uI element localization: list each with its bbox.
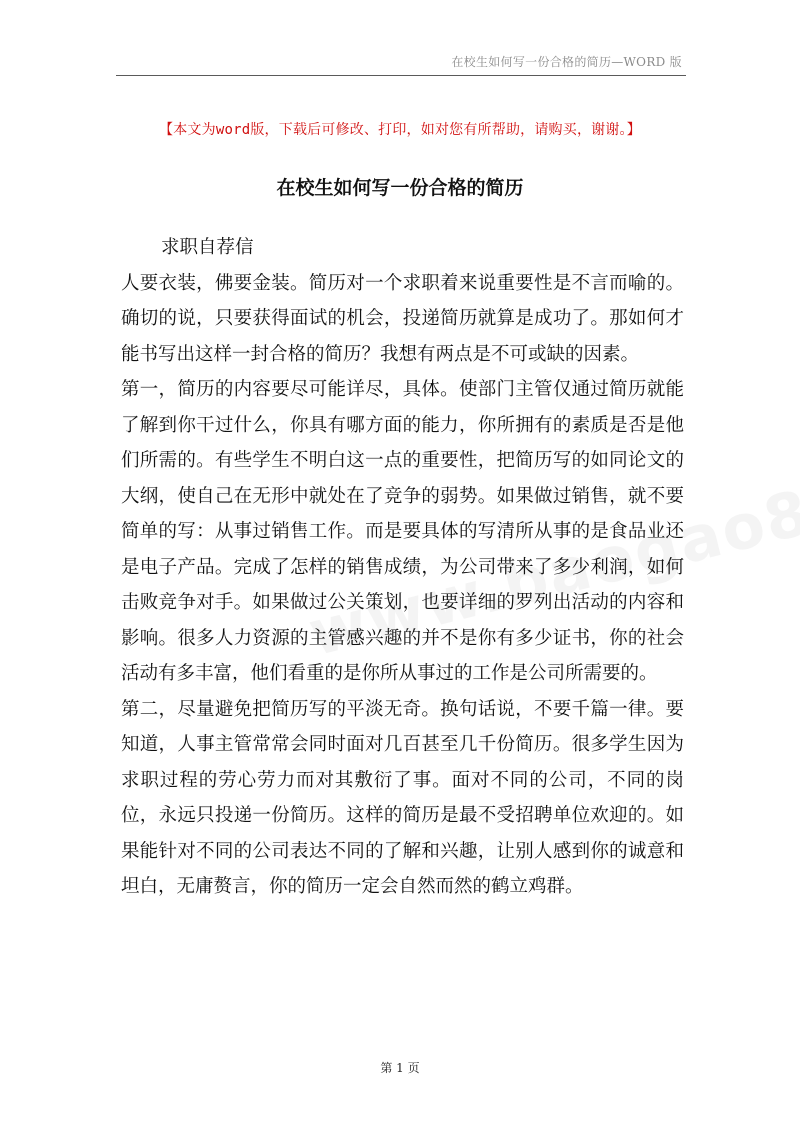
document-title: 在校生如何写一份合格的简历 [276,177,524,199]
body-paragraph: 人要衣装，佛要金装。简历对一个求职着来说重要性是不言而喻的。确切的说，只要获得面试的机会，投递简历就算是成功了。那如何才能书写出这样一封合格的简历？我想有两点是不可或缺的因素。 [121,272,684,365]
body-paragraph: 第二，尽量避免把简历写的平淡无奇。换句话说，不要千篇一律。要知道，人事主管常常会同时面对几百甚至几千份简历。很多学生因为求职过程的劳心劳力而对其敷衍了事。面对不同的公司，不同的岗位，永远只投递一份简历。这样的简历是最不受招聘单位欢迎的。如果能针对不同的公司表达不同的了解和兴趣，让别人感到你的诚意和坦白，无庸赘言，你的简历一定会自然而然的鹤立鸡群。 [121,698,684,897]
section-subheading: 求职自荐信 [161,237,254,258]
purchase-notice: 【本文为word版，下载后可修改、打印，如对您有所帮助，请购买，谢谢。】 [159,122,641,138]
document-body [121,230,684,905]
header-divider [116,75,686,76]
body-paragraph: 第一，简历的内容要尽可能详尽，具体。使部门主管仅通过简历就能了解到你干过什么，你具有哪方面的能力，你所拥有的素质是否是他们所需的。有些学生不明白这一点的重要性，把简历写的如同论文的大纲，使自己在无形中就处在了竞争的弱势。如果做过销售，就不要简单的写：从事过销售工作。而是要具体的写清所从事的是食品业还是电子产品。完成了怎样的销售成绩，为公司带来了多少利润，如何击败竞争对手。如果做过公关策划，也要详细的罗列出活动的内容和影响。很多人力资源的主管感兴趣的并不是你有多少证书，你的社会活动有多丰富，他们看重的是你所从事过的工作是公司所需要的。 [121,379,684,684]
page-number: 第 1 页 [380,1061,420,1075]
running-header: 在校生如何写一份合格的简历—WORD 版 [451,55,682,69]
